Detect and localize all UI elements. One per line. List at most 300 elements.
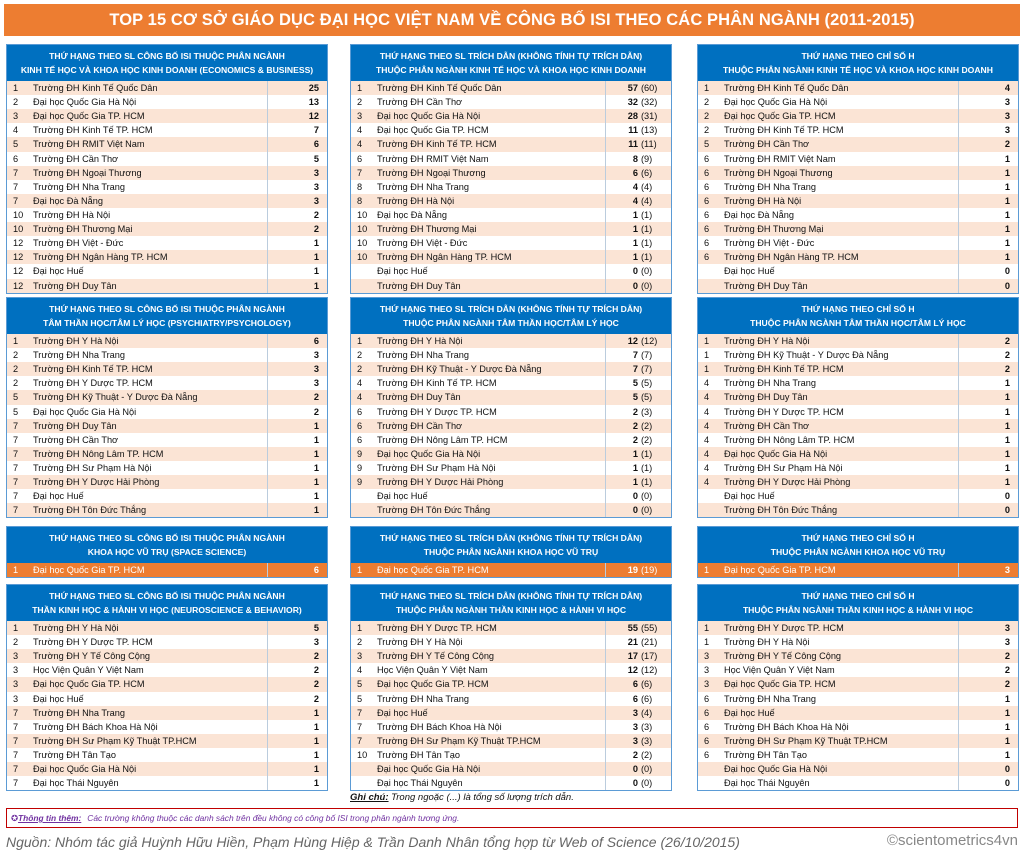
panel-psychology-cite [350, 297, 672, 518]
panel-header-line: KHOA HỌC VŨ TRỤ (SPACE SCIENCE) [87, 547, 247, 557]
institution-cell: Trường ĐH Duy Tân [722, 390, 958, 404]
institution-cell: Trường ĐH Kỹ Thuật - Y Dược Đà Nẵng [375, 362, 605, 376]
rank-cell: 1 [7, 81, 31, 95]
table-row [698, 208, 1018, 222]
value-cell: 13 [267, 95, 327, 109]
institution-cell: Trường ĐH Sư Phạm Kỹ Thuật TP.HCM [722, 734, 958, 748]
table-row [7, 236, 327, 250]
total-citation-cell: (0) [641, 266, 653, 277]
value-cell: 0 [605, 489, 639, 503]
table-row [351, 334, 671, 348]
institution-cell: Trường ĐH Thương Mại [31, 222, 267, 236]
rank-cell: 3 [7, 677, 31, 691]
rank-cell: 2 [351, 362, 375, 376]
panel-header-line: THUỘC PHÂN NGÀNH TÂM THẦN HỌC/TÂM LÝ HỌC [750, 318, 966, 328]
table-row [7, 348, 327, 362]
panel-neuroscience-count [6, 584, 328, 791]
panel-space-science-cite [350, 526, 672, 578]
table-row [7, 95, 327, 109]
rank-cell: 6 [698, 250, 722, 264]
rank-cell: 6 [351, 419, 375, 433]
value-cell: 2 [267, 405, 327, 419]
table-row [698, 489, 1018, 503]
panel-header-line: THUỘC PHÂN NGÀNH KHOA HỌC VŨ TRỤ [770, 547, 946, 557]
rank-cell: 1 [704, 637, 710, 648]
table-row [351, 208, 671, 222]
rank-cell: 6 [698, 222, 722, 236]
rank-cell: 6 [698, 734, 722, 748]
rank-cell: 1 [7, 334, 31, 348]
institution-cell: Đại học Quốc Gia Hà Nội [375, 109, 605, 123]
total-citation-cell: (4) [639, 194, 671, 208]
value-cell: 3 [605, 720, 639, 734]
value-cell: 1 [267, 236, 327, 250]
institution-cell: Đại học Quốc Gia TP. HCM [377, 125, 489, 136]
table-row [7, 475, 327, 489]
table-row [698, 692, 1018, 706]
rank-cell: 2 [704, 97, 710, 108]
table-row [698, 447, 1018, 461]
rank-cell: 1 [704, 350, 710, 361]
institution-cell: Đại học Quốc Gia TP. HCM [31, 109, 267, 123]
table-row [7, 663, 327, 677]
value-cell: 2 [267, 208, 327, 222]
table-row [698, 419, 1018, 433]
rank-cell: 5 [351, 677, 375, 691]
institution-cell: Trường ĐH Y Dược TP. HCM [722, 621, 958, 635]
value-cell: 19 [605, 563, 639, 577]
total-citation-cell: (1) [639, 475, 671, 489]
value-cell: 3 [958, 635, 1018, 649]
institution-cell: Đại học Huế [375, 706, 605, 720]
panel-header-line: THỨ HẠNG THEO CHỈ SỐ H [801, 591, 915, 601]
rank-cell: 7 [13, 434, 19, 445]
value-cell: 1 [958, 152, 1018, 166]
total-citation-cell: (1) [639, 222, 671, 236]
value-cell: 6 [267, 334, 327, 348]
rank-cell: 7 [7, 762, 31, 776]
value-cell: 3 [267, 376, 327, 390]
table-row [7, 81, 327, 95]
value-cell: 2 [958, 362, 1018, 376]
rank-cell: 3 [7, 649, 31, 663]
value-cell: 0 [958, 489, 1018, 503]
table-row [7, 748, 327, 762]
value-cell: 1 [267, 748, 327, 762]
rank-cell: 7 [7, 706, 31, 720]
table-row [351, 180, 671, 194]
footnote-label: Ghi chú: [350, 792, 389, 803]
total-citation-cell: (5) [639, 390, 671, 404]
rank-cell: 6 [704, 693, 710, 704]
table-row [698, 748, 1018, 762]
institution-cell: Trường ĐH RMIT Việt Nam [377, 153, 489, 164]
institution-cell: Trường ĐH Cần Thơ [33, 153, 119, 164]
total-citation-cell: (3) [641, 406, 653, 417]
institution-cell: Trường ĐH Bách Khoa Hà Nội [724, 721, 849, 732]
rank-cell: 7 [7, 194, 31, 208]
table-row [351, 762, 671, 776]
value-cell: 3 [958, 95, 1018, 109]
table-row [351, 475, 671, 489]
institution-cell: Đại học Quốc Gia Hà Nội [722, 762, 958, 776]
institution-cell: Đại học Quốc Gia TP. HCM [31, 563, 267, 577]
table-row [7, 635, 327, 649]
institution-cell: Trường ĐH Sư Phạm Kỹ Thuật TP.HCM [31, 734, 267, 748]
institution-cell: Đại học Quốc Gia Hà Nội [33, 97, 137, 108]
rank-cell: 5 [357, 693, 363, 704]
rank-cell: 2 [704, 125, 710, 136]
table-row [7, 563, 327, 577]
table-row [351, 405, 671, 419]
panel-header-line: TÂM THẦN HỌC/TÂM LÝ HỌC (PSYCHIATRY/PSYCHOLOGY) [43, 318, 291, 328]
institution-cell: Trường ĐH Y Hà Nội [375, 334, 605, 348]
value-cell: 2 [267, 663, 327, 677]
rank-cell: 6 [698, 166, 722, 180]
institution-cell: Học Viện Quân Y Việt Nam [33, 665, 144, 676]
rank-cell [351, 776, 375, 790]
rank-cell [698, 762, 722, 776]
institution-cell: Trường ĐH Nông Lâm TP. HCM [724, 434, 855, 445]
page-title: TOP 15 CƠ SỞ GIÁO DỤC ĐẠI HỌC VIỆT NAM VỀ CÔNG BỐ ISI THEO CÁC PHÂN NGÀNH (2011-2015) [4, 4, 1020, 36]
table-row [351, 137, 671, 151]
value-cell: 55 [605, 621, 639, 635]
institution-cell: Đại học Huế [722, 706, 958, 720]
value-cell: 0 [605, 762, 639, 776]
value-cell: 3 [267, 635, 327, 649]
rank-cell: 6 [357, 153, 363, 164]
rank-cell: 3 [698, 677, 722, 691]
institution-cell: Trường ĐH Y Dược TP. HCM [377, 406, 497, 417]
panel-header [7, 298, 327, 334]
value-cell: 2 [958, 663, 1018, 677]
institution-cell: Trường ĐH Bách Khoa Hà Nội [33, 721, 158, 732]
institution-cell: Trường ĐH Y Hà Nội [31, 334, 267, 348]
total-citation-cell: (2) [641, 434, 653, 445]
table-row [698, 433, 1018, 447]
table-row [7, 137, 327, 151]
total-citation-cell: (4) [641, 181, 653, 192]
institution-cell: Trường ĐH Kinh Tế TP. HCM [31, 362, 267, 376]
value-cell: 1 [958, 475, 1018, 489]
value-cell: 4 [605, 194, 639, 208]
rank-cell: 5 [13, 406, 19, 417]
star-icon: ✪ [11, 813, 19, 823]
rank-cell: 4 [698, 419, 722, 433]
ranking-table [7, 621, 327, 790]
rank-cell: 2 [7, 362, 31, 376]
rank-cell [351, 503, 375, 517]
institution-cell: Đại học Thái Nguyên [377, 778, 463, 789]
value-cell: 2 [605, 433, 639, 447]
rank-cell: 2 [357, 97, 363, 108]
value-cell: 3 [267, 166, 327, 180]
rank-cell: 6 [704, 153, 710, 164]
value-cell: 12 [605, 334, 639, 348]
value-cell: 1 [958, 250, 1018, 264]
value-cell: 6 [605, 677, 639, 691]
table-row [351, 621, 671, 635]
value-cell: 1 [267, 419, 327, 433]
rank-cell: 6 [704, 750, 710, 761]
total-citation-cell: (60) [639, 81, 671, 95]
institution-cell: Trường ĐH Y Dược TP. HCM [724, 406, 844, 417]
institution-cell: Trường ĐH Cần Thơ [722, 137, 958, 151]
institution-cell: Trường ĐH Thương Mại [722, 222, 958, 236]
value-cell: 1 [958, 748, 1018, 762]
rank-cell: 12 [7, 250, 31, 264]
rank-cell: 7 [13, 778, 19, 789]
institution-cell: Đại học Huế [33, 491, 84, 502]
value-cell: 5 [605, 376, 639, 390]
table-row [351, 250, 671, 264]
institution-cell: Trường ĐH Kinh Tế TP. HCM [33, 125, 153, 136]
value-cell: 1 [605, 447, 639, 461]
table-row [698, 194, 1018, 208]
rank-cell: 3 [13, 693, 19, 704]
panel-header [7, 585, 327, 621]
rank-cell: 4 [351, 137, 375, 151]
institution-cell: Trường ĐH Kinh Tế TP. HCM [377, 378, 497, 389]
institution-cell: Trường ĐH Kỹ Thuật - Y Dược Đà Nẵng [724, 350, 889, 361]
rank-cell: 7 [13, 750, 19, 761]
institution-cell: Trường ĐH Nha Trang [31, 706, 267, 720]
value-cell: 2 [958, 649, 1018, 663]
rank-cell: 9 [357, 463, 363, 474]
table-row [698, 348, 1018, 362]
institution-cell: Trường ĐH Cần Thơ [375, 419, 605, 433]
table-row [351, 720, 671, 734]
panel-space-science-count [6, 526, 328, 578]
table-row [7, 376, 327, 390]
rank-cell: 4 [698, 447, 722, 461]
total-citation-cell: (13) [641, 125, 658, 136]
value-cell: 1 [958, 433, 1018, 447]
table-row [351, 236, 671, 250]
table-row [351, 734, 671, 748]
institution-cell: Trường ĐH Kinh Tế Quốc Dân [375, 81, 605, 95]
value-cell: 1 [958, 180, 1018, 194]
total-citation-cell: (6) [641, 693, 653, 704]
table-row [698, 720, 1018, 734]
rank-cell [698, 264, 722, 278]
value-cell: 2 [267, 692, 327, 706]
rank-cell: 3 [698, 649, 722, 663]
institution-cell: Trường ĐH Sư Phạm Kỹ Thuật TP.HCM [375, 734, 605, 748]
institution-cell: Trường ĐH Ngoại Thương [722, 166, 958, 180]
value-cell: 1 [605, 250, 639, 264]
ranking-table [698, 563, 1018, 577]
value-cell: 21 [605, 635, 639, 649]
rank-cell [351, 279, 375, 293]
institution-cell: Trường ĐH Sư Phạm Hà Nội [377, 463, 496, 474]
total-citation-cell: (7) [641, 350, 653, 361]
value-cell: 1 [267, 475, 327, 489]
value-cell: 3 [958, 109, 1018, 123]
value-cell: 1 [267, 433, 327, 447]
table-row [698, 95, 1018, 109]
table-row [698, 405, 1018, 419]
institution-cell: Trường ĐH Hà Nội [375, 194, 605, 208]
value-cell: 12 [605, 663, 639, 677]
table-row [698, 222, 1018, 236]
table-row [351, 419, 671, 433]
rank-cell: 1 [698, 362, 722, 376]
value-cell: 12 [267, 109, 327, 123]
value-cell: 2 [267, 677, 327, 691]
total-citation-cell: (0) [639, 503, 671, 517]
value-cell: 4 [958, 81, 1018, 95]
institution-cell: Trường ĐH Nông Lâm TP. HCM [377, 434, 508, 445]
table-row [698, 264, 1018, 278]
institution-cell: Trường ĐH Nha Trang [724, 378, 816, 389]
institution-cell: Trường ĐH Hà Nội [33, 210, 111, 221]
table-row [351, 279, 671, 293]
value-cell: 32 [605, 95, 639, 109]
institution-cell: Trường ĐH Y Hà Nội [722, 334, 958, 348]
institution-cell: Trường ĐH Nha Trang [724, 181, 816, 192]
value-cell: 1 [267, 776, 327, 790]
total-citation-cell: (0) [639, 279, 671, 293]
value-cell: 5 [267, 152, 327, 166]
institution-cell: Trường ĐH Duy Tân [375, 279, 605, 293]
info-box [6, 808, 1018, 828]
panel-neuroscience-h [697, 584, 1019, 791]
panel-header-line: THỨ HẠNG THEO CHỈ SỐ H [801, 304, 915, 314]
rank-cell: 6 [704, 238, 710, 249]
rank-cell: 7 [7, 475, 31, 489]
table-row [7, 776, 327, 790]
table-row [7, 461, 327, 475]
value-cell: 11 [605, 137, 639, 151]
value-cell: 1 [958, 194, 1018, 208]
rank-cell: 7 [351, 706, 375, 720]
table-row [698, 734, 1018, 748]
table-row [698, 635, 1018, 649]
rank-cell: 4 [13, 125, 19, 136]
rank-cell [698, 776, 722, 790]
value-cell: 7 [605, 348, 639, 362]
total-citation-cell: (1) [639, 447, 671, 461]
rank-cell: 7 [7, 734, 31, 748]
value-cell: 1 [958, 692, 1018, 706]
value-cell: 1 [605, 475, 639, 489]
total-citation-cell: (1) [641, 463, 653, 474]
total-citation-cell: (3) [641, 721, 653, 732]
ranking-table [698, 81, 1018, 293]
value-cell: 1 [958, 236, 1018, 250]
table-row [698, 461, 1018, 475]
rank-cell: 6 [704, 721, 710, 732]
rank-cell [698, 489, 722, 503]
total-citation-cell: (5) [641, 378, 653, 389]
table-row [351, 222, 671, 236]
table-row [698, 166, 1018, 180]
institution-cell: Trường ĐH Kinh Tế TP. HCM [375, 137, 605, 151]
table-row [698, 475, 1018, 489]
table-row [351, 461, 671, 475]
table-row [698, 649, 1018, 663]
value-cell: 25 [267, 81, 327, 95]
table-row [7, 621, 327, 635]
institution-cell: Trường ĐH Duy Tân [722, 279, 958, 293]
institution-cell: Trường ĐH Sư Phạm Hà Nội [33, 463, 152, 474]
ranking-table [698, 334, 1018, 517]
total-citation-cell: (12) [639, 334, 671, 348]
institution-cell: Trường ĐH Nha Trang [33, 181, 125, 192]
value-cell: 8 [605, 152, 639, 166]
table-row [351, 503, 671, 517]
rank-cell: 3 [13, 665, 19, 676]
value-cell: 2 [958, 334, 1018, 348]
value-cell: 7 [267, 123, 327, 137]
panel-header-line: THỨ HẠNG THEO SL CÔNG BỐ ISI THUỘC PHÂN NGÀNH [49, 533, 285, 543]
institution-cell: Đại học Quốc Gia TP. HCM [31, 677, 267, 691]
table-row [351, 123, 671, 137]
ranking-table [351, 621, 671, 790]
value-cell: 6 [605, 166, 639, 180]
rank-cell: 2 [357, 637, 363, 648]
table-row [351, 563, 671, 577]
rank-cell: 1 [351, 621, 375, 635]
institution-cell: Trường ĐH Ngân Hàng TP. HCM [375, 250, 605, 264]
value-cell: 0 [958, 762, 1018, 776]
total-citation-cell: (7) [639, 362, 671, 376]
table-row [698, 563, 1018, 577]
panel-header-line: THỨ HẠNG THEO SL CÔNG BỐ ISI THUỘC PHÂN NGÀNH [49, 591, 285, 601]
rank-cell: 3 [351, 649, 375, 663]
rank-cell: 7 [7, 503, 31, 517]
rank-cell: 1 [351, 334, 375, 348]
institution-cell: Trường ĐH Nha Trang [377, 693, 469, 704]
panel-header-line: THỨ HẠNG THEO SL CÔNG BỐ ISI THUỘC PHÂN NGÀNH [49, 51, 285, 61]
institution-cell: Đại học Huế [724, 491, 775, 502]
source-line: Nguồn: Nhóm tác giả Huỳnh Hữu Hiền, Phạm Hùng Hiệp & Trần Danh Nhân tổng hợp từ Web of Science (26/10/2015) [6, 834, 740, 850]
value-cell: 1 [958, 390, 1018, 404]
total-citation-cell: (6) [639, 166, 671, 180]
table-row [351, 447, 671, 461]
table-row [351, 433, 671, 447]
value-cell: 0 [605, 264, 639, 278]
panel-header [698, 298, 1018, 334]
table-row [351, 489, 671, 503]
table-row [351, 109, 671, 123]
table-row [7, 706, 327, 720]
rank-cell [351, 264, 375, 278]
table-row [351, 677, 671, 691]
panel-header-line: THỨ HẠNG THEO SL TRÍCH DẪN (KHÔNG TÍNH TỰ TRÍCH DẪN) [379, 591, 643, 601]
rank-cell: 8 [357, 181, 363, 192]
value-cell: 11 [605, 123, 639, 137]
table-row [698, 621, 1018, 635]
institution-cell: Học Viện Quân Y Việt Nam [377, 665, 488, 676]
panel-header [7, 527, 327, 563]
institution-cell: Trường ĐH Kỹ Thuật - Y Dược Đà Nẵng [31, 390, 267, 404]
ranking-table [7, 563, 327, 577]
value-cell: 0 [958, 776, 1018, 790]
rank-cell: 10 [357, 238, 368, 249]
info-label: Thông tin thêm: [18, 813, 82, 823]
rank-cell: 4 [698, 475, 722, 489]
institution-cell: Đại học Quốc Gia TP. HCM [722, 677, 958, 691]
rank-cell: 4 [704, 434, 710, 445]
institution-cell: Trường ĐH Y Dược TP. HCM [375, 621, 605, 635]
institution-cell: Đại học Quốc Gia TP. HCM [375, 563, 605, 577]
rank-cell: 7 [7, 447, 31, 461]
panel-header-line: THỨ HẠNG THEO SL TRÍCH DẪN (KHÔNG TÍNH TỰ TRÍCH DẪN) [379, 304, 643, 314]
institution-cell: Đại học Quốc Gia TP. HCM [375, 677, 605, 691]
table-row [351, 81, 671, 95]
